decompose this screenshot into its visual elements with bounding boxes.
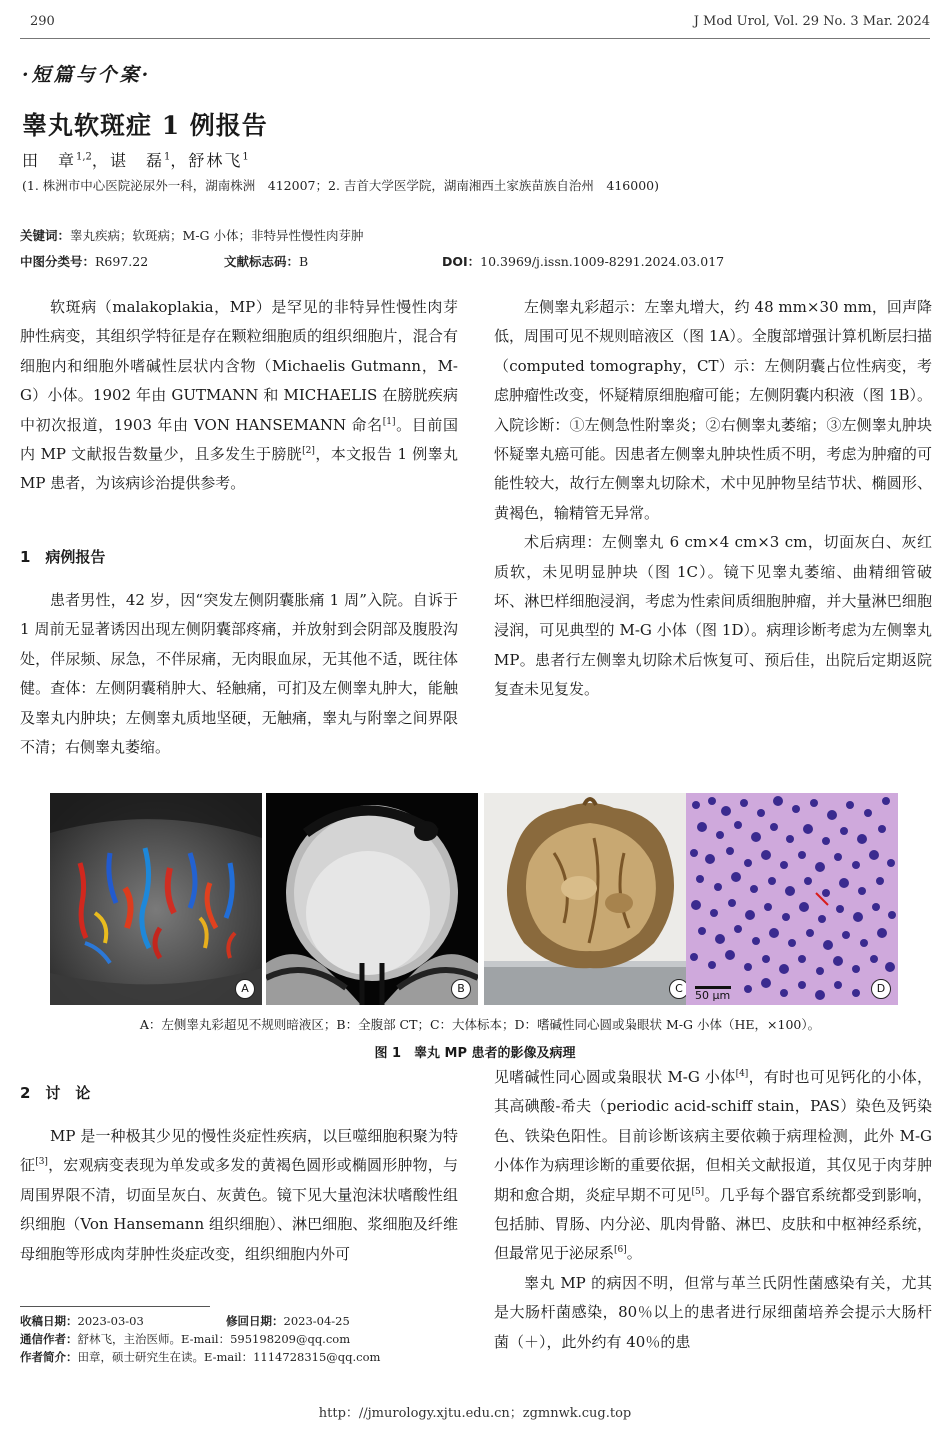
author-name: 田 章 (22, 151, 77, 170)
author-affil-sup: 1,2 (76, 151, 92, 163)
discussion-left (20, 1122, 458, 1269)
figure-title: 图 1 睾丸 MP 患者的影像及病理 (374, 1046, 576, 1061)
citation-ref[interactable]: [4] (735, 1069, 749, 1079)
doc-code-label: 文献标志码： (224, 254, 300, 269)
figure-panel-b-ct (266, 793, 478, 1005)
panel-label-d: D (871, 979, 891, 999)
discussion-text: ，有时也可见钙化的小体，其高碘酸-希夫（periodic acid-schiff stain，PAS）染色及钙染色、铁染色阳性。目前诊断该病主要依赖于病理检测，此外 M-G 小体作为病理诊断的重要依据，但相关文献报道，其仅见于肉芽肿期和愈合期，炎症早期不可见 (494, 1068, 932, 1204)
revised-label: 修回日期： (226, 1314, 284, 1328)
revised-date: 2023-04-25 (283, 1314, 350, 1328)
affiliation: (1. 株洲市中心医院泌尿外一科，湖南株洲 412007；2. 吉首大学医学院，湖南湘西土家族苗族自治州 416000) (22, 178, 659, 193)
clc-line (20, 252, 148, 270)
clc-label: 中图分类号： (20, 254, 96, 269)
pathology-paragraph: 术后病理：左侧睾丸 6 cm×4 cm×3 cm，切面灰白、灰红质软，未见明显肿块（图 1C）。镜下见睾丸萎缩、曲精细管破坏、淋巴样细胞浸润，考虑为性索间质细胞肿瘤，并大量淋巴细胞浸润，可见典型的 M-G 小体（图 1D）。病理诊断考虑为左侧睾丸 MP。患者行左侧睾丸切除术后恢复可、预后佳，出院后定期返院复查未见复发。 (494, 533, 932, 699)
figure-panel-d-histology (686, 793, 898, 1005)
section-heading-discussion: 2 讨 论 (20, 1084, 91, 1102)
journal-citation: J Mod Urol, Vol. 29 No. 3 Mar. 2024 (693, 14, 930, 29)
discussion-text: 。 (626, 1244, 642, 1263)
doc-code-value: B (299, 254, 309, 269)
gross-specimen-image (484, 793, 696, 1005)
author-bio[interactable]: 田章，硕士研究生在读。E-mail：1114728315@qq.com (77, 1350, 381, 1364)
panel-label-a: A (235, 979, 255, 999)
citation-ref[interactable]: [6] (614, 1245, 627, 1256)
ultrasound-paragraph: 左侧睾丸彩超示：左睾丸增大，约 48 mm×30 mm，回声降低，周围可见不规则暗液区（图 1A）。全腹部增强计算机断层扫描（computed tomography，CT）示：左侧阴囊占位性病变，考虑肿瘤性改变，怀疑精原细胞瘤可能；左侧阴囊内积液（图 1B）。入院诊断：①左侧急性附睾炎；②右侧睾丸萎缩；③左侧睾丸肿块怀疑睾丸癌可能。因患者左侧睾丸肿块性质不明，考虑为肿瘤的可能性较大，故行左侧睾丸切除术，术中见肿物呈结节状、椭圆形、黄褐色，输精管无异常。 (494, 298, 932, 522)
discussion-text: ，宏观病变表现为单发或多发的黄褐色圆形或椭圆形肿物，与周围界限不清，切面呈灰白、灰黄色。镜下见大量泡沫状嗜酸性组织细胞（Von Hansemann 组织细胞）、淋巴细胞、浆细胞及纤维母细胞等形成肉芽肿性炎症改变，组织细胞内外可 (20, 1156, 458, 1263)
author-affil-sup: 1 (242, 151, 249, 163)
etiology-paragraph: 睾丸 MP 的病因不明，但常与革兰氏阴性菌感染有关，尤其是大肠杆菌感染，80％以上的患者进行尿细菌培养会提示大肠杆菌（＋），此外约有 40％的患 (494, 1273, 932, 1351)
author-name: 谌 磊 (109, 151, 164, 170)
case-column (20, 586, 458, 762)
corresponding-label: 通信作者： (20, 1332, 78, 1346)
doc-code-line (224, 252, 308, 270)
ct-scan-image (266, 793, 478, 1005)
author-name: 舒林飞 (188, 151, 243, 170)
keywords-label: 关键词： (20, 228, 71, 243)
figure-caption: A：左侧睾丸彩超见不规则暗液区；B：全腹部 CT；C：大体标本；D：嗜碱性同心圆或枭眼状 M-G 小体（HE，×100）。 (139, 1017, 821, 1032)
corresponding-line (20, 1331, 350, 1347)
ultrasound-image (50, 793, 262, 1005)
panel-label-b: B (451, 979, 471, 999)
corresponding-author[interactable]: 舒林飞，主治医师。E-mail：595198209@qq.com (77, 1332, 351, 1346)
doi-label: DOI： (442, 254, 481, 269)
page-number: 290 (30, 14, 55, 29)
received-line (20, 1313, 144, 1329)
author-list: 田 章$^{1,2}$，谌 磊$^1$，舒林飞$^1$ (22, 151, 249, 170)
left-column (20, 293, 458, 499)
discussion-paragraph (20, 1122, 458, 1269)
intro-text: 软斑病（malakoplakia，MP）是罕见的非特异性慢性肉芽肿性病变，其组织学特征是存在颗粒细胞质的组织细胞片，混合有细胞内和细胞外嗜碱性层状内含物（Michaelis Gutmann，M-G）小体。1902 年由 GUTMANN 和 MICHAELIS 在膀胱疾病中初次报道，1903 年由 VON HANSEMANN 命名 (20, 298, 458, 434)
citation-ref[interactable]: [1] (382, 416, 396, 427)
bio-label: 作者简介： (20, 1350, 78, 1364)
histology-image (686, 793, 898, 1005)
article-title: 睾丸软斑症 1 例报告 (22, 111, 268, 140)
footer-urls[interactable]: http：//jmurology.xjtu.edu.cn；zgmnwk.cug.top (318, 1406, 632, 1421)
discussion-text: 见嗜碱性同心圆或枭眼状 M-G 小体 (494, 1068, 736, 1086)
header-rule (20, 38, 930, 39)
keywords-line (20, 226, 364, 244)
discussion-right (494, 1063, 932, 1357)
citation-ref[interactable]: [3] (35, 1157, 48, 1168)
discussion-text: MP 是一种极其少见的慢性炎症性疾病，以巨噬细胞积聚为特征 (20, 1127, 458, 1175)
bio-line (20, 1349, 380, 1365)
footnote-rule (20, 1306, 210, 1307)
figure-panel-c-specimen (484, 793, 696, 1005)
keywords: 睾丸疾病；软斑病；M-G 小体；非特异性慢性肉芽肿 (70, 228, 364, 243)
intro-text: ，本文报告 1 例睾丸 MP 患者，为该病诊治提供参考。 (20, 445, 458, 493)
clc-value: R697.22 (95, 254, 149, 269)
case-paragraph: 患者男性，42 岁，因“突发左侧阴囊胀痛 1 周”入院。自诉于 1 周前无显著诱因出现左侧阴囊部疼痛，并放射到会阴部及腹股沟处，伴尿频、尿急，不伴尿痛，无肉眼血尿，无其他不适，既往体健。查体：左侧阴囊稍肿大、轻触痛，可扪及左侧睾丸肿大，能触及睾丸内肿块；左侧睾丸质地坚硬，无触痛，睾丸与附睾之间界限不清；右侧睾丸萎缩。 (20, 591, 458, 757)
citation-ref[interactable]: [2] (302, 446, 315, 457)
doi-value: 10.3969/j.issn.1009-8291.2024.03.017 (480, 254, 725, 269)
author-affil-sup: 1 (163, 151, 171, 163)
received-label: 收稿日期： (20, 1314, 78, 1328)
section-tag: ·短篇与个案· (22, 64, 152, 86)
revised-line (226, 1313, 350, 1329)
discussion-text: 。几乎每个器官系统都受到影响，包括肺、胃肠、内分泌、肌肉骨骼、淋巴、皮肤和中枢神经系统，但最常见于泌尿系 (494, 1185, 932, 1263)
discussion-continued (494, 1063, 932, 1269)
section-heading-case: 1 病例报告 (20, 548, 106, 566)
intro-paragraph (20, 293, 458, 499)
right-column (494, 293, 932, 705)
citation-ref[interactable]: [5] (691, 1186, 705, 1197)
doi-line (442, 252, 724, 270)
figure-panel-a-ultrasound (50, 793, 262, 1005)
intro-text: 。目前国内 MP 文献报告数量少，且多发生于膀胱 (20, 415, 458, 464)
panel-label-c: C (669, 979, 689, 999)
scale-bar-label: 50 μm (695, 989, 731, 1002)
received-date: 2023-03-03 (77, 1314, 144, 1328)
